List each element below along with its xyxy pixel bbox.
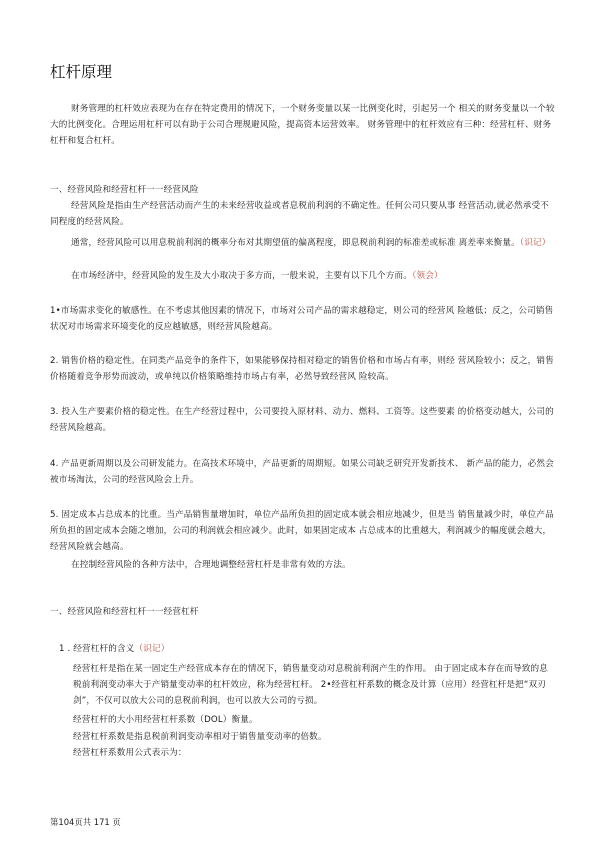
page-footer: 第104页共 171 页 [50,817,121,827]
section1-paragraph-2 [50,235,556,251]
section2-definition-line: 经营杠杆系数是指息税前利润变动率相对于销售量变动率的倍数。 [73,732,327,742]
recall-tag: （识记） [519,238,551,248]
list-item-3: 3. 投入生产要素价格的稳定性。在生产经营过程中，公司要投入原材料、动力、燃料、工资等。这些要素 的价格变动越大，公司的经营风险越高。 [50,407,554,434]
section1-paragraph-3 [50,268,556,284]
section2-body: 经营杠杆是指在某一固定生产经营成本存在的情况下，销售量变动对息税前利润产生的作用。 由于固定成本存在而导致的息税前利润变动率大于产销量变动率的杠杆效应，称为经营杠杆。 2•经营杠杆系数的概念及计算（应用）经营杠杆是把“双刃剑”，不仅可以放大公司的息税前利润，也可以放大公司的亏损。 [73,664,549,707]
section2-dol-line: 经营杠杆的大小用经营杠杆系数（DOL）衡量。 [73,715,258,725]
section2-subheading [59,641,556,657]
list-item-5: 5. 固定成本占总成本的比重。当产品销售量增加时，单位产品所负担的固定成本就会相应地减少，但是当 销售量减少时，单位产品所负担的固定成本会随之增加，公司的利润就会相应减少。此时，如果固定成本 占总成本的比重越大，利润减少的幅度就会越大，经营风险就会越高。 [50,510,554,553]
list-item-1: 1•市场需求变化的敏感性。在不考虑其他因素的情况下，市场对公司产品的需求越稳定，则公司的经营风 险越低；反之，公司销售状况对市场需求环境变化的反应越敏感，则经营风险越高。 [50,306,554,333]
list-item-2: 2. 销售价格的稳定性。在同类产品竞争的条件下，如果能够保持相对稳定的销售价格和市场占有率，则经 营风险较小；反之，销售价格随着竞争形势而波动，或单纯以价格策略维持市场占有率，必然导致经营风 险较高。 [50,356,554,383]
section1-closing: 在控制经营风险的各种方法中，合理地调整经营杠杆是非常有效的方法。 [71,560,351,570]
list-item-4: 4. 产品更新周期以及公司研发能力。在高技术环境中，产品更新的周期短。如果公司缺乏研究开发新技术、 新产品的能力，必然会被市场淘汰，公司的经营风险会上升。 [50,459,554,486]
intro-paragraph: 财务管理的杠杆效应表现为在存在特定费用的情况下，一个财务变量以某一比例变化时，引起另一个 相关的财务变量以一个较大的比例变化。合理运用杠杆可以有助于公司合理规避风险，提高资本运营效率。 财务管理中的杠杆效应有三种：经营杠杆、财务杠杆和复合杠杆。 [50,104,555,147]
subheading-text: 1 . 经营杠杆的含义 [59,644,135,654]
comprehend-tag: （领会） [412,271,443,281]
section2-heading: 一、经营风险和经营杠杆一一经营杠杆 [50,607,199,617]
section1-heading: 一、经营风险和经营杠杆一一经营风险 [50,185,199,195]
section2-formula-line: 经营杠杆系数用公式表示为： [73,748,187,758]
paragraph-2-text: 通常，经营风险可以用息税前利润的概率分布对其期望值的偏离程度，即息税前利润的标准差或标准 离差率来衡量。 [71,238,520,248]
page-title: 杠杆原理 [50,63,113,81]
section1-paragraph-1: 经营风险是指由生产经营活动而产生的未来经营收益或者息税前利润的不确定性。任何公司只要从事 经营活动,就必然承受不同程度的经营风险。 [50,201,549,228]
recall-tag-2: （识记） [134,644,170,654]
paragraph-3-text: 在市场经济中，经营风险的发生及大小取决于多方而，一般来说，主要有以下几个方而。 [71,271,413,281]
